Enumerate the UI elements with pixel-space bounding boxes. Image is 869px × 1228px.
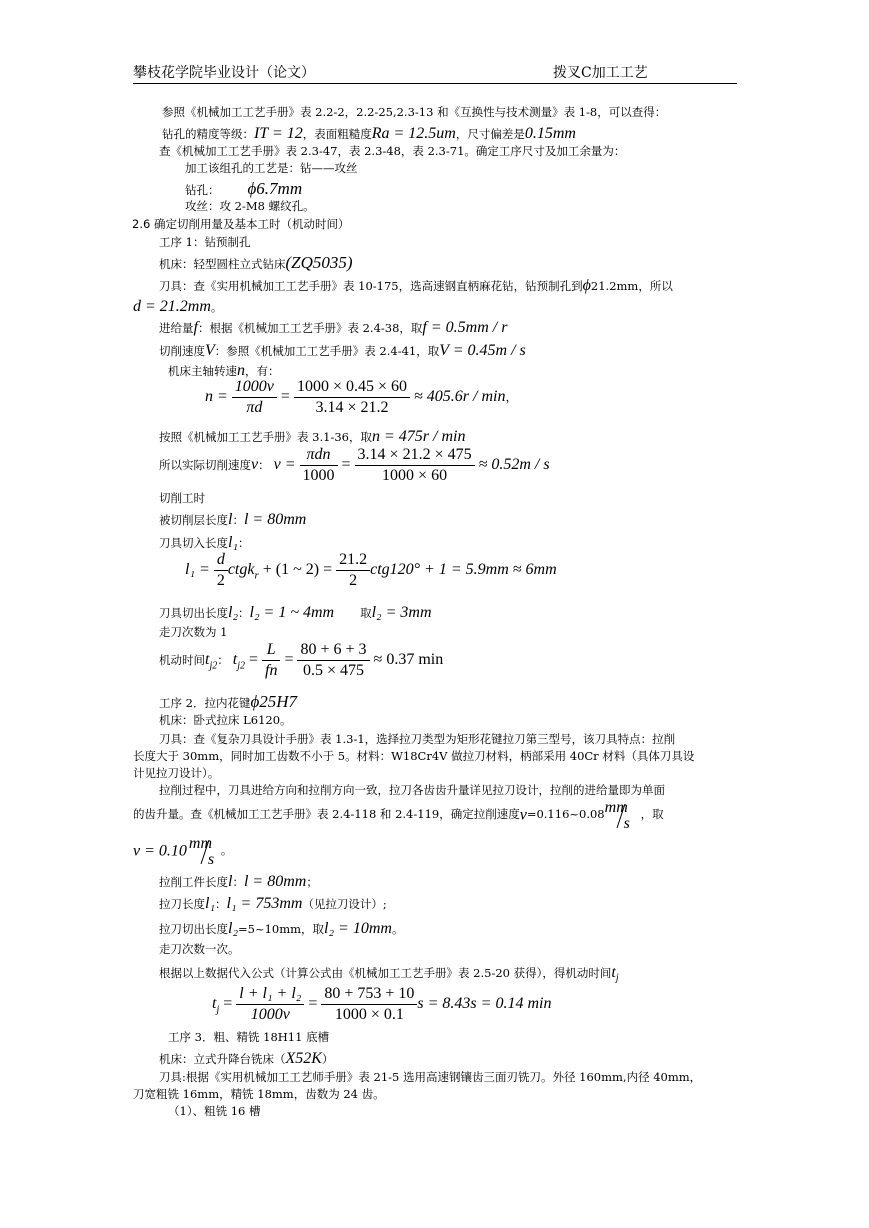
subscript: j2 xyxy=(237,660,245,672)
text: ： xyxy=(258,460,270,473)
math: l₂ = 3mm xyxy=(371,604,432,621)
math: l₁ = 753mm xyxy=(226,895,303,912)
equation xyxy=(159,446,550,485)
text: ，有： xyxy=(245,364,280,378)
math: ϕ6.7mm xyxy=(247,179,303,198)
math: t xyxy=(212,995,217,1013)
fraction xyxy=(321,985,417,1024)
text: ：参照《机械加工工艺手册》表 2.4-41，取 xyxy=(214,344,440,358)
math: l₂ xyxy=(228,604,239,621)
text-line: 走刀次数一次。 xyxy=(159,942,240,956)
text-line: （1）、粗铣 16 槽 xyxy=(168,1104,261,1118)
numerator: πdn xyxy=(300,446,338,466)
subscript: j xyxy=(216,1004,220,1016)
math: = xyxy=(280,388,290,406)
fraction xyxy=(355,446,475,485)
denominator: 3.14 × 21.2 xyxy=(315,399,389,416)
numerator: mm xyxy=(188,835,213,852)
math: = xyxy=(341,456,351,474)
text: 拉刀切出长度 xyxy=(159,922,228,936)
text-line xyxy=(159,919,403,938)
text: ：根据《机械加工工艺手册》表 2.4-38，取 xyxy=(197,321,423,335)
math: X52K xyxy=(285,1050,322,1067)
text-line: 加工该组孔的工艺是：钻——攻丝 xyxy=(185,161,358,175)
header-left: 攀枝花学院毕业设计（论文） xyxy=(133,65,315,81)
text-line xyxy=(159,872,318,891)
math: t xyxy=(611,964,616,981)
math: t xyxy=(232,651,238,669)
text: ： xyxy=(232,875,244,889)
text-line: 刀具：查《复杂刀具设计手册》表 1.3-1，选择拉刀类型为矩形花键拉刀第三型号，该刀具特点：拉削 xyxy=(159,732,676,746)
math: 0.15mm xyxy=(524,125,576,142)
text: 所以实际切削速度 xyxy=(159,458,251,473)
text: ： xyxy=(238,536,250,550)
equation xyxy=(159,641,443,680)
fraction xyxy=(294,378,410,417)
math: V = 0.45m / s xyxy=(439,342,526,359)
math: v = 0.10 xyxy=(133,842,187,860)
text: 根据以上数据代入公式（计算公式由《机械加工工艺手册》表 2.5-20 获得），得机动时间 xyxy=(159,966,612,980)
text: 钻孔： xyxy=(185,183,220,197)
text-line: 切削工时 xyxy=(159,491,205,505)
text: 机床：轻型圆柱立式钻床 xyxy=(159,257,286,271)
denominator: 1000v xyxy=(250,1006,290,1023)
text-line: 走刀次数为 1 xyxy=(159,625,228,639)
text-line xyxy=(159,341,526,360)
unit-fraction xyxy=(605,800,633,830)
text-line xyxy=(185,179,302,199)
equation xyxy=(185,551,557,590)
text: 按照《机械加工工艺手册》表 3.1-36，取 xyxy=(159,430,372,444)
math: = xyxy=(308,995,318,1013)
section-heading: 2.6 确定切削用量及基本工时（机动时间） xyxy=(132,217,350,231)
header-rule xyxy=(133,83,737,84)
text-line xyxy=(159,963,619,984)
numerator: 3.14 × 21.2 × 475 xyxy=(355,446,475,466)
text: 进给量 xyxy=(159,321,194,335)
text-line xyxy=(133,836,232,866)
math: ctgk xyxy=(227,561,255,579)
text: 刀具切入长度 xyxy=(159,536,228,550)
math: ϕ25H7 xyxy=(250,692,298,711)
math: = xyxy=(223,995,233,1013)
text: 钻孔的精度等级： xyxy=(162,127,254,141)
math: t xyxy=(205,651,210,669)
denominator: s xyxy=(623,815,630,832)
text-line xyxy=(159,253,353,273)
numerator: mm xyxy=(604,799,628,816)
text: 拉刀长度 xyxy=(159,897,205,911)
header-right: 拨叉C加工工艺 xyxy=(553,65,648,81)
text-line xyxy=(159,318,507,337)
text: 拉削工件长度 xyxy=(159,875,228,889)
math: IT = 12 xyxy=(254,125,303,142)
math: f xyxy=(193,319,198,336)
text: ： xyxy=(217,655,229,668)
fraction xyxy=(297,641,369,680)
text-line: 查《机械加工工艺手册》表 2.3-47，表 2.3-48，表 2.3-71。确定工序尺寸及加工余量为： xyxy=(159,144,626,158)
text-line xyxy=(133,800,664,830)
numerator: 21.2 xyxy=(336,551,370,571)
text-line xyxy=(159,427,465,446)
text-line xyxy=(159,533,250,552)
math: n = xyxy=(205,388,228,406)
text-line xyxy=(159,603,432,622)
fraction xyxy=(336,551,370,590)
math: l xyxy=(228,873,233,890)
subscript: j xyxy=(615,972,619,984)
math: v = xyxy=(273,456,296,474)
math: (ZQ5035) xyxy=(285,253,353,272)
text: 工序 2．拉内花键 xyxy=(159,696,251,710)
math: l = 80mm xyxy=(243,511,307,528)
math: l₂ = 10mm xyxy=(324,920,392,937)
math: Ra = 12.5um xyxy=(371,125,456,142)
fraction xyxy=(232,378,277,417)
math: l₂ xyxy=(228,920,239,937)
math: s = 8.43s = 0.14 min xyxy=(417,995,552,1013)
denominator: 1000 × 0.1 xyxy=(334,1006,404,1023)
text-line: 参照《机械加工工艺手册》表 2.2-2，2.2-25,2.3-13 和《互换性与技术测量》表 1-8，可以查得： xyxy=(162,105,667,119)
text-line: 机床：卧式拉床 L6120。 xyxy=(159,713,292,727)
text: ，取 xyxy=(640,807,664,822)
text: ： xyxy=(215,897,227,911)
math: f = 0.5mm / r xyxy=(422,319,508,336)
text-line: 工序 1：钻预制孔 xyxy=(159,235,251,249)
text: 机床：立式升降台铣床（ xyxy=(159,1052,286,1066)
subscript: j2 xyxy=(209,660,218,672)
math: V xyxy=(205,342,215,359)
math: l₂ = 1 ~ 4mm xyxy=(249,604,335,621)
fraction xyxy=(300,446,338,485)
math: ϕ xyxy=(582,277,591,294)
text: ， xyxy=(505,390,518,405)
math: ≈ 0.52m / s xyxy=(478,456,550,474)
equation xyxy=(212,985,551,1024)
text: 。 xyxy=(391,922,404,936)
denominator: 2 xyxy=(349,572,358,589)
math: l = 80mm xyxy=(243,873,307,890)
denominator: fn xyxy=(265,662,278,679)
text: ； xyxy=(306,875,318,889)
math: l xyxy=(228,511,233,528)
text: 。 xyxy=(210,300,223,314)
math: v xyxy=(251,456,259,474)
text: 的齿升量。查《机械加工工艺手册》表 2.4-118 和 2.4-119，确定拉削速度 xyxy=(133,807,520,822)
numerator: l + l₁ + l₂ xyxy=(236,985,304,1005)
math: d = 21.2mm xyxy=(133,298,211,315)
unit-fraction xyxy=(187,836,215,866)
text-line xyxy=(159,510,306,529)
numerator: 1000v xyxy=(232,378,277,398)
numerator: 80 + 6 + 3 xyxy=(297,641,369,661)
math: = xyxy=(248,651,258,669)
text: 机床主轴转速 xyxy=(168,364,237,378)
text-line xyxy=(159,894,387,913)
text: 刀具：查《实用机械加工工艺手册》表 10-175，选高速钢直柄麻花钻，钻预制孔到 xyxy=(159,279,583,293)
denominator: 1000 xyxy=(302,467,335,484)
numerator: 1000 × 0.45 × 60 xyxy=(294,378,410,398)
math: l₁ xyxy=(228,534,239,551)
numerator: d xyxy=(214,551,228,571)
subscript: r xyxy=(254,569,259,582)
denominator: 2 xyxy=(216,572,225,589)
math: = xyxy=(284,651,294,669)
equation xyxy=(205,378,517,417)
numerator: 80 + 753 + 10 xyxy=(321,985,417,1005)
text: =0.116~0.08 xyxy=(526,807,605,822)
text: 机动时间 xyxy=(159,653,205,668)
text: ，尺寸偏差是 xyxy=(455,127,525,141)
denominator: 1000 × 60 xyxy=(382,467,448,484)
text-line: 计见拉刀设计）。 xyxy=(133,766,220,780)
text: ，表面粗糙度 xyxy=(302,127,372,141)
math: l₁ = xyxy=(185,561,210,579)
text-line xyxy=(162,124,576,143)
denominator: 0.5 × 475 xyxy=(302,662,365,679)
math: ≈ 0.37 min xyxy=(373,651,444,669)
text: 21.2mm，所以 xyxy=(590,279,673,293)
text: 刀具切出长度 xyxy=(159,606,228,620)
numerator: L xyxy=(262,641,280,661)
math: ctg120° + 1 = 5.9mm ≈ 6mm xyxy=(370,561,557,579)
text-line: 拉削过程中，刀具进给方向和拉削方向一致，拉刀各齿齿升量详见拉刀设计，拉削的进给量即为单面 xyxy=(159,783,665,797)
text: =5~10mm，取 xyxy=(238,922,325,936)
math: v xyxy=(519,806,527,824)
fraction xyxy=(262,641,280,680)
math: n = 475r / min xyxy=(371,428,466,445)
fraction xyxy=(236,985,304,1024)
text-line: 攻丝：攻 2-M8 螺纹孔。 xyxy=(185,199,315,213)
math: ≈ 405.6r / min xyxy=(413,388,506,406)
text: ： xyxy=(238,606,250,620)
math: n xyxy=(237,362,245,379)
math: l₁ xyxy=(205,895,216,912)
denominator: πd xyxy=(246,399,263,416)
math: + (1 ~ 2) = xyxy=(262,561,333,579)
text-line xyxy=(159,692,297,712)
text-line: 长度大于 30mm，同时加工齿数不小于 5。材料：W18Cr4V 做拉刀材料，柄部采用 40Cr 材料（具体刀具设 xyxy=(133,749,695,763)
text: 。 xyxy=(220,843,233,858)
text: 取 xyxy=(360,606,372,620)
text: 切削速度 xyxy=(159,344,205,358)
text: ： xyxy=(232,513,244,527)
text: 被切削层长度 xyxy=(159,513,228,527)
text-line: 刀宽粗铣 16mm，精铣 18mm，齿数为 24 齿。 xyxy=(133,1087,385,1101)
text: （见拉刀设计）; xyxy=(302,897,387,911)
denominator: s xyxy=(207,851,215,868)
text-line: 刀具:根据《实用机械加工工艺师手册》表 21-5 选用高速钢镶齿三面刃铣刀。外径 160mm,内径 40mm， xyxy=(159,1070,702,1084)
text-line: 工序 3．粗、精铣 18H11 底槽 xyxy=(168,1030,330,1044)
text-line xyxy=(159,1049,333,1068)
text: ） xyxy=(321,1052,334,1066)
text-line xyxy=(159,276,673,295)
text-line xyxy=(133,297,222,316)
fraction xyxy=(214,551,228,590)
